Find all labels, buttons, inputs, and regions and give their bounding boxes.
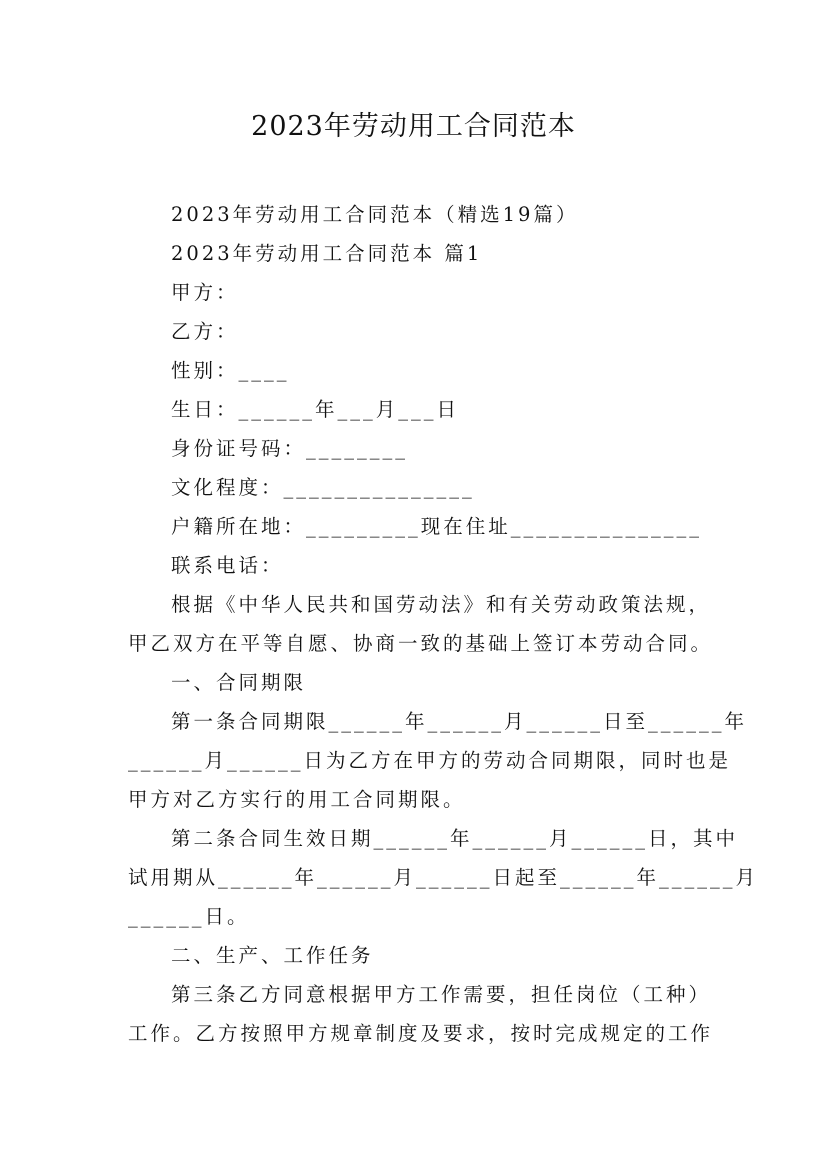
text-line: 第一条合同期限______年______月______日至______年 [171,710,748,733]
section-heading: 二、生产、工作任务 [171,944,374,967]
text-line: 2023年劳动用工合同范本（精选19篇） [171,203,579,226]
text-line: 生日：______年___月___日 [171,398,460,421]
text-line: 户籍所在地：_________现在住址_______________ [171,515,703,538]
text-line: 根据《中华人民共和国劳动法》和有关劳动政策法规， [171,593,712,616]
text-line: 文化程度：_______________ [171,476,475,499]
text-line: 第三条乙方同意根据甲方工作需要，担任岗位（工种） [171,983,712,1006]
text-line: 甲方对乙方实行的用工合同期限。 [128,788,466,811]
document-title: 2023年劳动用工合同范本 [251,111,576,142]
text-line: 2023年劳动用工合同范本 篇1 [171,242,483,265]
text-line: ______月______日为乙方在甲方的劳动合同期限，同时也是 [128,749,732,772]
text-line: 性别：____ [171,359,290,382]
text-line: ______日。 [128,905,250,928]
text-line: 乙方： [171,320,239,343]
text-line: 试用期从______年______月______日起至______年______月 [128,866,759,889]
text-line: 工作。乙方按照甲方规章制度及要求，按时完成规定的工作 [128,1022,714,1045]
text-line: 第二条合同生效日期______年______月______日，其中 [171,827,739,850]
text-line: 联系电话： [171,554,284,577]
text-line: 身份证号码：________ [171,437,409,460]
text-line: 甲乙双方在平等自愿、协商一致的基础上签订本劳动合同。 [128,632,714,655]
section-heading: 一、合同期限 [171,671,307,694]
text-line: 甲方： [171,281,239,304]
